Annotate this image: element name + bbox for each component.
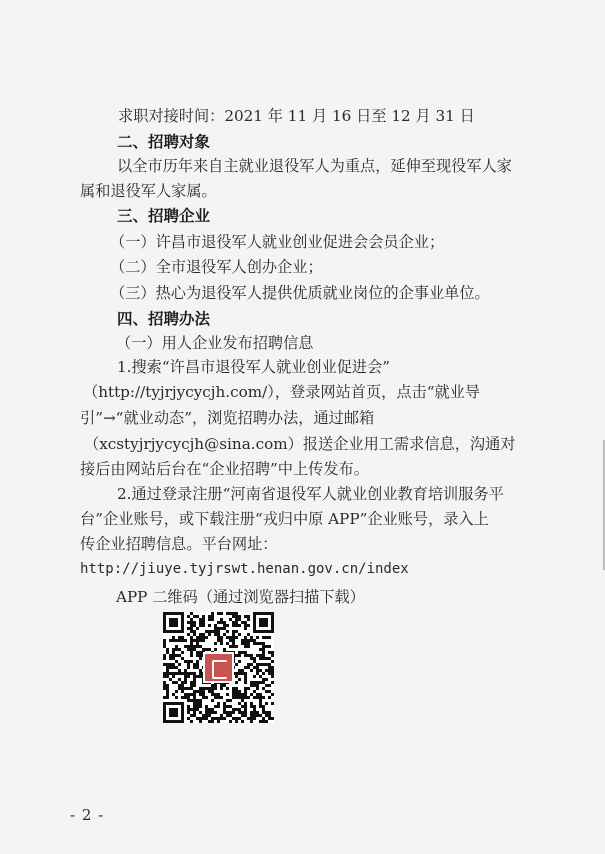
list-item: （二）全市退役军人创办企业； <box>110 258 323 276</box>
qr-code-icon <box>163 612 274 723</box>
job-fair-time: 求职对接时间：2021 年 11 月 16 日至 12 月 31 日 <box>118 107 475 125</box>
paragraph-line: 接后由网站后台在“企业招聘”中上传发布。 <box>80 460 369 478</box>
paragraph-line: 台”企业账号，或下载注册“戎归中原 APP”企业账号，录入上 <box>80 510 489 528</box>
platform-url: http://jiuye.tyjrswt.henan.gov.cn/index <box>80 561 409 577</box>
paragraph-line: 传企业招聘信息。平台网址： <box>80 535 278 553</box>
paragraph-line: （http://tyjrjycycjh.com/），登录网站首页，点击“就业导 <box>83 383 481 401</box>
heading-recruit-method: 四、招聘办法 <box>117 310 211 328</box>
list-item: （一）许昌市退役军人就业创业促进会会员企业； <box>110 233 445 251</box>
app-logo-icon <box>203 652 234 683</box>
subheading: （一）用人企业发布招聘信息 <box>116 334 314 352</box>
list-item: （三）热心为退役军人提供优质就业岗位的企事业单位。 <box>110 284 490 302</box>
paragraph-line: 以全市历年来自主就业退役军人为重点，延伸至现役军人家 <box>117 157 512 175</box>
heading-recruit-companies: 三、招聘企业 <box>117 207 211 225</box>
paragraph-line: 1.搜索“许昌市退役军人就业创业促进会” <box>117 358 391 376</box>
page-number: - 2 - <box>70 806 105 824</box>
paragraph-line: 2.通过登录注册“河南省退役军人就业创业教育培训服务平 <box>117 485 504 503</box>
paragraph-line: 属和退役军人家属。 <box>80 182 217 200</box>
paragraph-line: 引”→“就业动态”，浏览招聘办法，通过邮箱 <box>80 409 375 427</box>
heading-recruit-target: 二、招聘对象 <box>117 133 211 151</box>
paragraph-line: （xcstyjrjycycjh@sina.com）报送企业用工需求信息，沟通对 <box>84 435 516 453</box>
qr-caption: APP 二维码（通过浏览器扫描下载） <box>116 588 365 606</box>
